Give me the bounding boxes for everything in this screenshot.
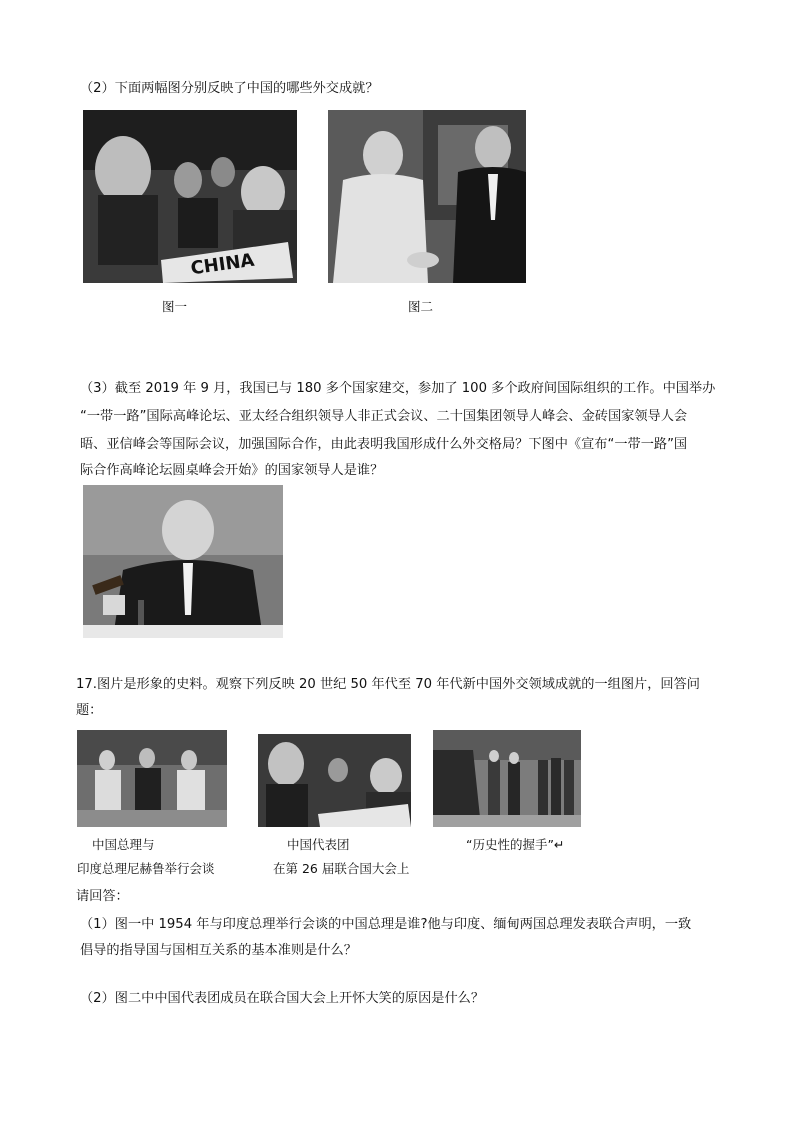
photo-2-caption-line-2: 在第 26 届联合国大会上: [273, 861, 410, 876]
leader-gavel-photo: [83, 485, 283, 638]
question-17-2: （2）图二中中国代表团成员在联合国大会上开怀大笑的原因是什么？: [80, 991, 485, 1006]
handshake-photo: [328, 110, 526, 283]
figure-2-caption: 图二: [408, 299, 434, 314]
answer-prompt: 请回答：: [76, 889, 129, 904]
question-2-text: （2）下面两幅图分别反映了中国的哪些外交成就？: [80, 81, 379, 96]
photo-2-caption-line-1: 中国代表团: [287, 837, 350, 852]
question-3-line-2: “一带一路”国际高峰论坛、亚太经合组织领导人非正式会议、二十国集团领导人峰会、金砖国家领导人会: [80, 409, 688, 424]
question-17-1-line-2: 倡导的指导国与国相互关系的基本准则是什么？: [80, 943, 357, 958]
question-3-line-4: 际合作高峰论坛圆桌峰会开始》的国家领导人是谁？: [80, 463, 384, 478]
question-17-1-line-1: （1）图一中 1954 年与印度总理举行会谈的中国总理是谁?他与印度、缅甸两国总理发表联合声明，一致: [80, 917, 692, 932]
question-17-intro-line-1: 17.图片是形象的史料。观察下列反映 20 世纪 50 年代至 70 年代新中国外交领域成就的一组图片，回答问: [76, 677, 700, 692]
un-delegation-photo: [83, 110, 297, 283]
historic-handshake-photo: [433, 730, 581, 827]
photo-3-caption: “历史性的握手”↵: [466, 837, 565, 852]
question-17-intro-line-2: 题：: [76, 703, 103, 718]
un-assembly-photo: [258, 734, 411, 827]
photo-1-caption-line-1: 中国总理与: [92, 837, 155, 852]
photo-1-caption-line-2: 印度总理尼赫鲁举行会谈: [77, 861, 215, 876]
question-3-line-3: 晤、亚信峰会等国际会议，加强国际合作，由此表明我国形成什么外交格局？下图中《宣布“一带一路”国: [80, 437, 688, 452]
china-sign-text: CHINA: [189, 249, 256, 280]
question-3-line-1: （3）截至 2019 年 9 月，我国已与 180 多个国家建交，参加了 100 多个政府间国际组织的工作。中国举办: [80, 381, 716, 396]
nehru-talks-photo: [77, 730, 227, 827]
figure-1-caption: 图一: [162, 299, 188, 314]
